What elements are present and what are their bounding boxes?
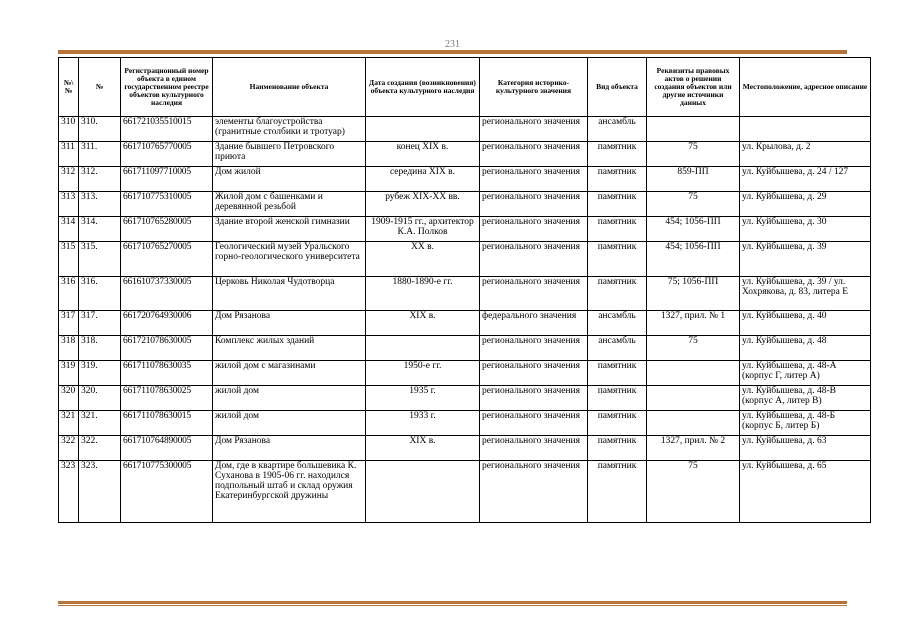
- cell-reg-number: 661711078630025: [121, 386, 213, 411]
- cell-creation-date: 1880-1890-е гг.: [366, 277, 480, 311]
- table-row: [59, 142, 871, 167]
- table-header: [59, 58, 871, 117]
- cell-num1: 319: [59, 361, 79, 386]
- cell-num1: 311: [59, 142, 79, 167]
- cell-legal-acts: 75: [647, 192, 740, 217]
- cell-creation-date: [366, 461, 480, 523]
- table-row: [59, 436, 871, 461]
- cell-creation-date: XIX в.: [366, 311, 480, 336]
- cell-num1: 322: [59, 436, 79, 461]
- cell-creation-date: 1935 г.: [366, 386, 480, 411]
- cell-num2: 313.: [79, 192, 121, 217]
- cell-reg-number: 661710775310005: [121, 192, 213, 217]
- table-row: [59, 336, 871, 361]
- cell-object-name: Дом Рязанова: [213, 311, 366, 336]
- cell-object-name: элементы благоустройства (гранитные столбики и тротуар): [213, 117, 366, 142]
- cell-creation-date: рубеж XIX-XX вв.: [366, 192, 480, 217]
- table-row: [59, 192, 871, 217]
- cell-object-kind: памятник: [588, 461, 647, 523]
- cell-category: регионального значения: [480, 167, 588, 192]
- cell-location: ул. Куйбышева, д. 63: [740, 436, 871, 461]
- cell-legal-acts: [647, 117, 740, 142]
- cell-object-kind: памятник: [588, 277, 647, 311]
- table-row: [59, 277, 871, 311]
- cell-object-kind: памятник: [588, 142, 647, 167]
- cell-category: регионального значения: [480, 361, 588, 386]
- cell-location: ул. Куйбышева, д. 30: [740, 217, 871, 242]
- cell-num1: 310: [59, 117, 79, 142]
- table-row: [59, 117, 871, 142]
- cell-object-kind: памятник: [588, 192, 647, 217]
- cell-object-name: Здание второй женской гимназии: [213, 217, 366, 242]
- cell-legal-acts: 454; 1056-ПП: [647, 217, 740, 242]
- cell-location: ул. Куйбышева, д. 29: [740, 192, 871, 217]
- cell-num2: 321.: [79, 411, 121, 436]
- cell-num2: 319.: [79, 361, 121, 386]
- table-row: [59, 411, 871, 436]
- cell-num1: 314: [59, 217, 79, 242]
- cell-num2: 312.: [79, 167, 121, 192]
- cell-location: ул. Куйбышева, д. 39 / ул. Хохрякова, д. 83, литера Е: [740, 277, 871, 311]
- cell-creation-date: [366, 117, 480, 142]
- cell-object-name: Церковь Николая Чудотворца: [213, 277, 366, 311]
- table-row: [59, 361, 871, 386]
- cell-location: ул. Куйбышева, д. 40: [740, 311, 871, 336]
- cell-num2: 310.: [79, 117, 121, 142]
- cell-num1: 321: [59, 411, 79, 436]
- table-body: [59, 117, 871, 523]
- cell-num2: 315.: [79, 242, 121, 277]
- cell-object-name: Дом Рязанова: [213, 436, 366, 461]
- cell-category: регионального значения: [480, 436, 588, 461]
- cell-category: регионального значения: [480, 461, 588, 523]
- cell-legal-acts: 859-ПП: [647, 167, 740, 192]
- cell-num2: 317.: [79, 311, 121, 336]
- cell-num1: 317: [59, 311, 79, 336]
- cell-reg-number: 661720764930006: [121, 311, 213, 336]
- cell-object-kind: памятник: [588, 242, 647, 277]
- cell-reg-number: 661710765270005: [121, 242, 213, 277]
- heritage-objects-table: [58, 57, 871, 523]
- cell-location: ул. Куйбышева, д. 48-А (корпус Г, литер А): [740, 361, 871, 386]
- cell-category: регионального значения: [480, 411, 588, 436]
- cell-reg-number: 661710775300005: [121, 461, 213, 523]
- cell-creation-date: XX в.: [366, 242, 480, 277]
- cell-category: регионального значения: [480, 217, 588, 242]
- cell-creation-date: [366, 336, 480, 361]
- cell-num2: 314.: [79, 217, 121, 242]
- cell-num1: 313: [59, 192, 79, 217]
- table-row: [59, 461, 871, 523]
- cell-legal-acts: 1327, прил. № 2: [647, 436, 740, 461]
- header-location: Местоположение, адресное описание: [740, 58, 871, 117]
- header-num1: №\ №: [59, 58, 79, 117]
- cell-object-name: Здание бывшего Петровского приюта: [213, 142, 366, 167]
- cell-category: федерального значения: [480, 311, 588, 336]
- cell-category: регионального значения: [480, 242, 588, 277]
- cell-location: ул. Крылова, д. 2: [740, 142, 871, 167]
- table-row: [59, 386, 871, 411]
- header-object-name: Наименование объекта: [213, 58, 366, 117]
- cell-reg-number: 661711078630035: [121, 361, 213, 386]
- cell-object-kind: памятник: [588, 436, 647, 461]
- cell-num2: 322.: [79, 436, 121, 461]
- header-reg-number: Регистрационный номер объекта в едином государственном реестре объектов культурного наследия: [121, 58, 213, 117]
- cell-legal-acts: 75: [647, 336, 740, 361]
- cell-num2: 311.: [79, 142, 121, 167]
- table-row: [59, 167, 871, 192]
- cell-num2: 318.: [79, 336, 121, 361]
- cell-legal-acts: [647, 361, 740, 386]
- cell-object-name: Геологический музей Уральского горно-геологического университета: [213, 242, 366, 277]
- table-row: [59, 242, 871, 277]
- cell-creation-date: XIX в.: [366, 436, 480, 461]
- cell-num1: 312: [59, 167, 79, 192]
- cell-num2: 316.: [79, 277, 121, 311]
- cell-num1: 315: [59, 242, 79, 277]
- cell-creation-date: конец XIX в.: [366, 142, 480, 167]
- header-num2: №: [79, 58, 121, 117]
- cell-category: регионального значения: [480, 277, 588, 311]
- cell-location: ул. Куйбышева, д. 48: [740, 336, 871, 361]
- cell-object-kind: памятник: [588, 386, 647, 411]
- cell-location: ул. Куйбышева, д. 48-Б (корпус Б, литер Б): [740, 411, 871, 436]
- cell-reg-number: 661711078630015: [121, 411, 213, 436]
- cell-num2: 320.: [79, 386, 121, 411]
- table-row: [59, 311, 871, 336]
- cell-object-name: Дом жилой: [213, 167, 366, 192]
- cell-location: ул. Куйбышева, д. 39: [740, 242, 871, 277]
- cell-category: регионального значения: [480, 142, 588, 167]
- cell-creation-date: середина XIX в.: [366, 167, 480, 192]
- header-object-kind: Вид объекта: [588, 58, 647, 117]
- cell-category: регионального значения: [480, 336, 588, 361]
- cell-object-kind: ансамбль: [588, 117, 647, 142]
- cell-legal-acts: [647, 411, 740, 436]
- cell-object-name: Комплекс жилых зданий: [213, 336, 366, 361]
- cell-reg-number: 661711097710005: [121, 167, 213, 192]
- cell-object-name: Жилой дом с башенками и деревянной резьбой: [213, 192, 366, 217]
- cell-legal-acts: 75: [647, 142, 740, 167]
- header-category: Категория историко-культурного значения: [480, 58, 588, 117]
- cell-location: [740, 117, 871, 142]
- cell-category: регионального значения: [480, 386, 588, 411]
- header-row: [59, 58, 871, 117]
- cell-legal-acts: [647, 386, 740, 411]
- table-row: [59, 217, 871, 242]
- cell-creation-date: 1950-е гг.: [366, 361, 480, 386]
- cell-object-name: Дом, где в квартире большевика К. Суханова в 1905-06 гг. находился подпольный штаб и склад оружия Екатеринбургской дружины: [213, 461, 366, 523]
- cell-legal-acts: 75; 1056-ПП: [647, 277, 740, 311]
- cell-object-kind: памятник: [588, 411, 647, 436]
- cell-reg-number: 661610737330005: [121, 277, 213, 311]
- cell-legal-acts: 75: [647, 461, 740, 523]
- cell-object-kind: памятник: [588, 217, 647, 242]
- cell-reg-number: 661710764890005: [121, 436, 213, 461]
- cell-num1: 323: [59, 461, 79, 523]
- cell-object-name: жилой дом с магазинами: [213, 361, 366, 386]
- header-creation-date: Дата создания (возникновения) объекта культурного наследия: [366, 58, 480, 117]
- cell-object-name: жилой дом: [213, 411, 366, 436]
- cell-location: ул. Куйбышева, д. 24 / 127: [740, 167, 871, 192]
- cell-legal-acts: 454; 1056-ПП: [647, 242, 740, 277]
- cell-object-name: жилой дом: [213, 386, 366, 411]
- cell-location: ул. Куйбышева, д. 48-В (корпус А, литер В): [740, 386, 871, 411]
- cell-reg-number: 661710765280005: [121, 217, 213, 242]
- header-legal-acts: Реквизиты правовых актов о решении создания объектов или другие источники данных: [647, 58, 740, 117]
- cell-location: ул. Куйбышева, д. 65: [740, 461, 871, 523]
- page-number: 231: [445, 39, 460, 50]
- footer-rule: [58, 601, 847, 606]
- cell-creation-date: 1909-1915 гг., архитектор К.А. Полков: [366, 217, 480, 242]
- cell-legal-acts: 1327, прил. № 1: [647, 311, 740, 336]
- cell-num2: 323.: [79, 461, 121, 523]
- cell-num1: 316: [59, 277, 79, 311]
- cell-reg-number: 661721035510015: [121, 117, 213, 142]
- cell-category: регионального значения: [480, 117, 588, 142]
- cell-object-kind: ансамбль: [588, 336, 647, 361]
- cell-num1: 320: [59, 386, 79, 411]
- cell-object-kind: памятник: [588, 167, 647, 192]
- cell-reg-number: 661721078630005: [121, 336, 213, 361]
- cell-creation-date: 1933 г.: [366, 411, 480, 436]
- cell-reg-number: 661710765770005: [121, 142, 213, 167]
- cell-object-kind: ансамбль: [588, 311, 647, 336]
- cell-num1: 318: [59, 336, 79, 361]
- header-rule: [58, 50, 847, 54]
- cell-object-kind: памятник: [588, 361, 647, 386]
- cell-category: регионального значения: [480, 192, 588, 217]
